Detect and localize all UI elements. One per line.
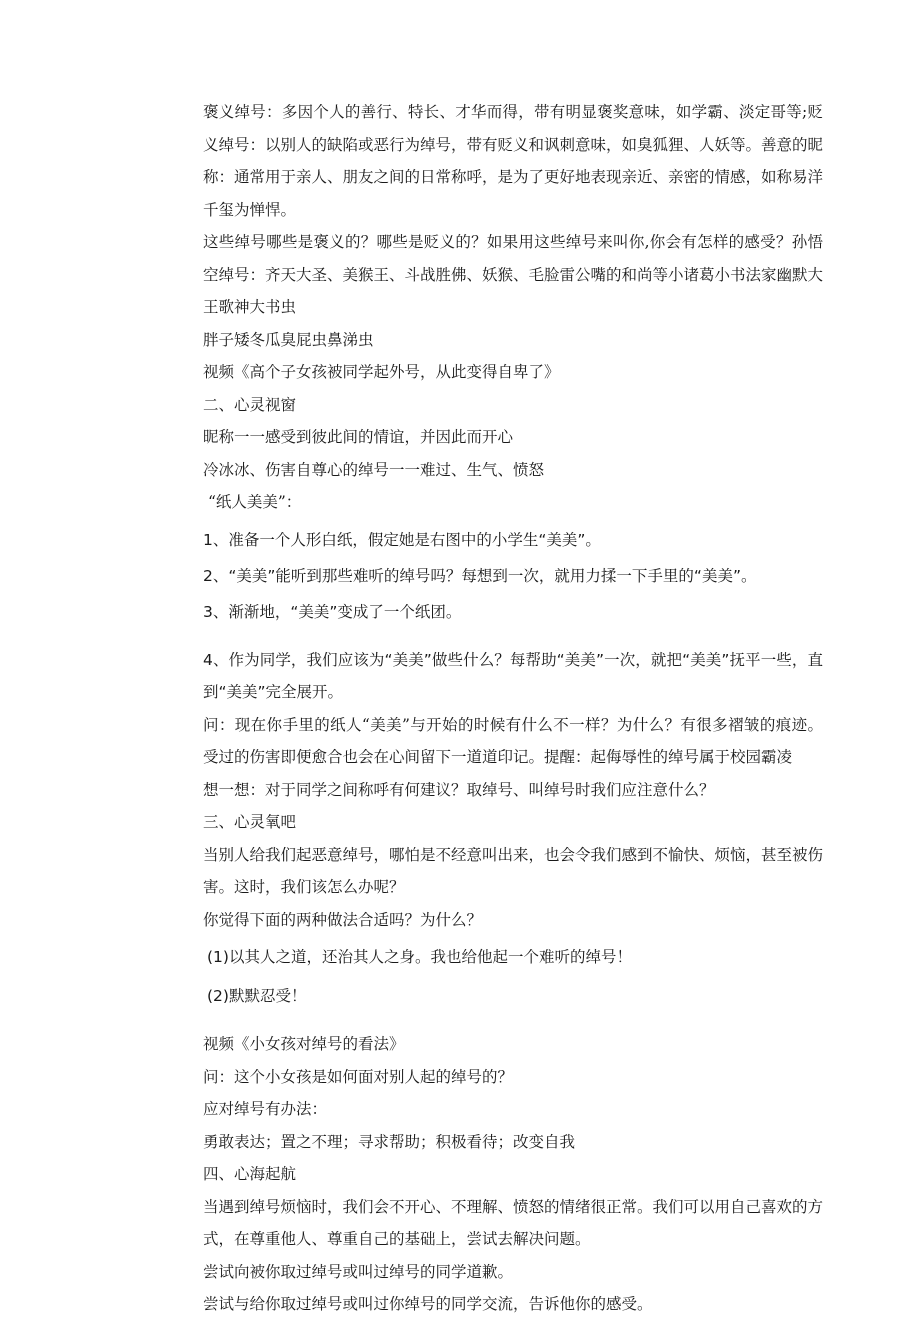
paragraph-coping-methods: 勇敢表达；置之不理；寻求帮助；积极看待；改变自我 xyxy=(203,1132,576,1151)
method-1: (1)以其人之道，还治其人之身。我也给他起一个难听的绰号！ xyxy=(207,948,632,966)
activity-step-4: 4、作为同学，我们应该为“美美”做些什么？每帮助“美美”一次，就把“美美”抚平一些，直到“美美”完全展开。 xyxy=(203,650,823,701)
paragraph-video-2: 视频《小女孩对绰号的看法》 xyxy=(203,1035,405,1053)
activity-step-3: 3、渐渐地，“美美”变成了一个纸团。 xyxy=(203,602,462,621)
paragraph-question-paper-doll: 问：现在你手里的纸人“美美”与开始的时候有什么不一样？为什么？有很多褶皱的痕迹。受过的伤害即便愈合也会在心间留下一道道印记。提醒：起侮辱性的绰号属于校园霸凌 xyxy=(203,715,823,766)
paragraph-solve-problem: 当遇到绰号烦恼时，我们会不开心、不理解、愤怒的情绪很正常。我们可以用自己喜欢的方式，在尊重他人、尊重自己的基础上，尝试去解决问题。 xyxy=(203,1197,824,1248)
paragraph-think: 想一想：对于同学之间称呼有何建议？取绰号、叫绰号时我们应注意什么？ xyxy=(203,780,715,799)
paragraph-coping-title: 应对绰号有办法： xyxy=(203,1100,328,1118)
paragraph-nickname-feeling: 昵称一一感受到彼此间的情谊，并因此而开心 xyxy=(203,428,514,446)
paragraph-apologize: 尝试向被你取过绰号或叫过绰号的同学道歉。 xyxy=(203,1262,514,1281)
paragraph-question-girl: 问：这个小女孩是如何面对别人起的绰号的？ xyxy=(203,1067,514,1086)
paragraph-video-1: 视频《高个子女孩被同学起外号，从此变得自卑了》 xyxy=(203,363,560,381)
paragraph-nickname-question: 这些绰号哪些是褒义的？哪些是贬义的？如果用这些绰号来叫你,你会有怎样的感受？孙悟空绰号：齐天大圣、美猴王、斗战胜佛、妖猴、毛脸雷公嘴的和尚等小诸葛小书法家幽默大王歌神大书虫 xyxy=(203,233,824,316)
activity-step-2: 2、“美美”能听到那些难听的绰号吗？每想到一次，就用力揉一下手里的“美美”。 xyxy=(203,566,757,585)
method-2: (2)默默忍受！ xyxy=(207,987,307,1005)
paragraph-negative-nicknames: 胖子矮冬瓜臭屁虫鼻涕虫 xyxy=(203,330,374,349)
paragraph-malicious-nickname: 当别人给我们起恶意绰号，哪怕是不经意叫出来，也会令我们感到不愉快、烦恼，甚至被伤害。这时，我们该怎么办呢？ xyxy=(203,845,824,896)
section-heading-4: 四、心海起航 xyxy=(203,1165,297,1183)
section-heading-2: 二、心灵视窗 xyxy=(203,395,297,414)
document-body xyxy=(203,96,823,1321)
paragraph-nickname-types: 褒义绰号：多因个人的善行、特长、才华而得，带有明显褒奖意味，如学霸、淡定哥等;贬义绰号：以别人的缺陷或恶行为绰号，带有贬义和讽刺意味，如臭狐狸、人妖等。善意的昵称：通常用于亲人、朋友之间的日常称呼，是为了更好地表现亲近、亲密的情感，如称易洋千玺为惮悍。 xyxy=(203,103,824,219)
paragraph-hurtful-nickname: 冷冰冰、伤害自尊心的绰号一一难过、生气、愤怒 xyxy=(203,460,545,479)
activity-step-1: 1、准备一个人形白纸，假定她是右图中的小学生“美美”。 xyxy=(203,530,601,549)
activity-title: “纸人美美”： xyxy=(203,493,302,511)
paragraph-two-methods: 你觉得下面的两种做法合适吗？为什么？ xyxy=(203,910,483,929)
section-heading-3: 三、心灵氧吧 xyxy=(203,813,297,831)
paragraph-communicate: 尝试与给你取过绰号或叫过你绰号的同学交流，告诉他你的感受。 xyxy=(203,1295,653,1313)
